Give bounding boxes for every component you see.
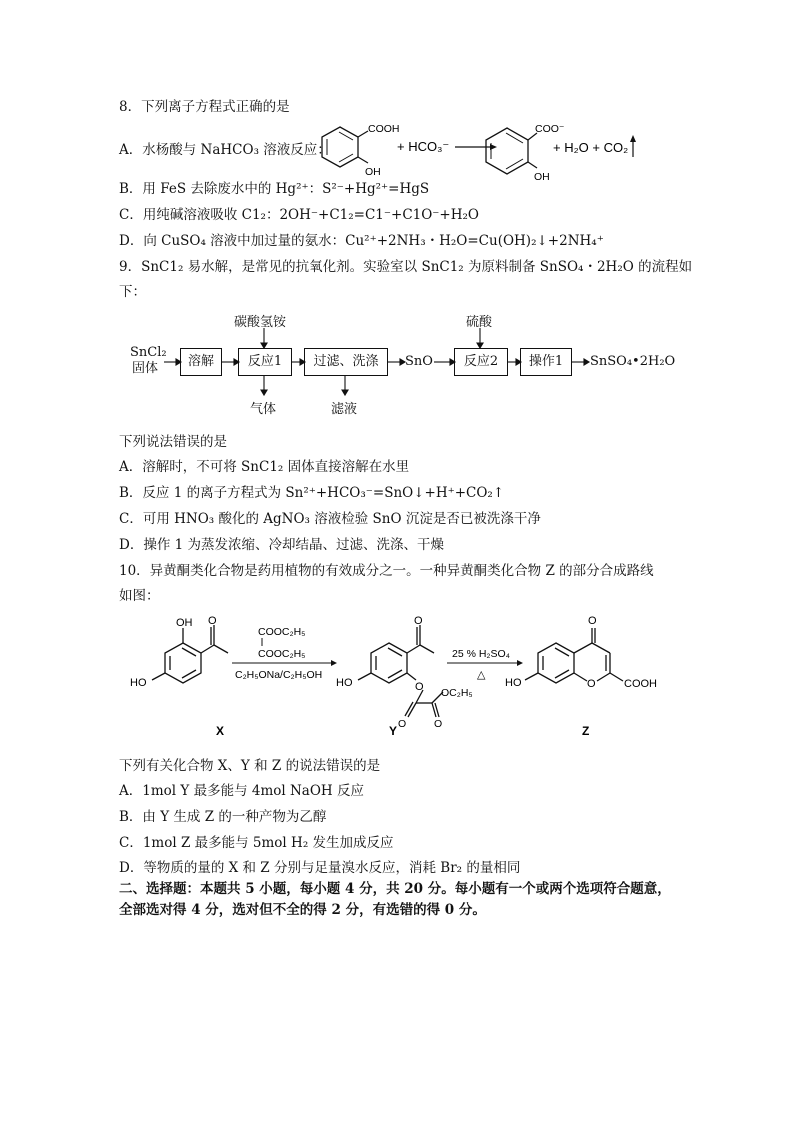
- q9-option-c: C．可用 HNO₃ 酸化的 AgNO₃ 溶液检验 SnO 沉淀是否已被洗涤干净: [119, 511, 541, 527]
- q10-option-c: C．1mol Z 最多能与 5mol H₂ 发生加成反应: [119, 835, 394, 851]
- q9-ask: 下列说法错误的是: [119, 434, 227, 450]
- z-cooh-label: COOH: [624, 678, 657, 690]
- cond-acid: 25 % H₂SO₄: [452, 648, 510, 660]
- cond-heat: △: [477, 669, 486, 681]
- flow-out-filtrate: 滤液: [331, 402, 358, 417]
- flow-arrows: [0, 0, 794, 440]
- section2-heading-2: 全部选对得 4 分，选对但不全的得 2 分，有选错的得 0 分。: [119, 902, 486, 918]
- flow-box-filter-wash: 过滤、洗涤: [304, 348, 388, 376]
- q8-oh-label-1: OH: [365, 166, 381, 178]
- flow-box-reaction2: 反应2: [454, 348, 508, 376]
- q9-option-b: B．反应 1 的离子方程式为 Sn²⁺+HCO₃⁻=SnO↓+H⁺+CO₂↑: [119, 485, 505, 501]
- flow-sno: SnO: [405, 354, 433, 369]
- q8-oh-label-2: OH: [534, 171, 550, 183]
- x-carbonyl-o: O: [208, 615, 217, 627]
- q9-option-d: D．操作 1 为蒸发浓缩、冷却结晶、过滤、洗涤、干燥: [119, 537, 444, 553]
- q10-synthesis-scheme: [0, 600, 794, 745]
- flow-start-1: SnCl₂: [130, 345, 167, 360]
- y-ether-o: O: [415, 681, 424, 693]
- flow-reagent-1: 碳酸氢铵: [234, 315, 287, 330]
- flow-box-reaction1: 反应1: [238, 348, 292, 376]
- z-ho-label: HO: [505, 677, 522, 689]
- flow-reagent-2: 硫酸: [466, 315, 493, 330]
- x-compound-label: X: [216, 724, 225, 738]
- y-oc2h5-label: OC₂H₅: [441, 687, 473, 699]
- y-ester-o2: O: [434, 718, 443, 730]
- q9-stem-2: 下：: [119, 284, 146, 300]
- q8-stem: 8．下列离子方程式正确的是: [119, 99, 290, 115]
- flow-out-gas: 气体: [250, 402, 277, 417]
- q8-coo-label: COO⁻: [535, 123, 565, 135]
- q8-option-b: B．用 FeS 去除废水中的 Hg²⁺：S²⁻+Hg²⁺=HgS: [119, 181, 430, 197]
- flow-start-2: 固体: [132, 361, 159, 376]
- reagent-ester-2: COOC₂H₅: [258, 648, 306, 660]
- y-compound-label: Y: [389, 724, 398, 738]
- reagent-base: C₂H₅ONa/C₂H₅OH: [235, 669, 323, 681]
- z-ring-o: O: [587, 678, 596, 690]
- x-oh-label: OH: [176, 617, 193, 629]
- q10-ask: 下列有关化合物 X、Y 和 Z 的说法错误的是: [119, 758, 381, 774]
- q8-option-a-text: A．水杨酸与 NaHCO₃ 溶液反应：: [119, 142, 331, 158]
- reagent-ester-1: COOC₂H₅: [258, 626, 306, 638]
- y-ho-label: HO: [336, 677, 353, 689]
- q10-stem-2: 如图：: [119, 588, 160, 604]
- q10-option-d: D．等物质的量的 X 和 Z 分别与足量溴水反应，消耗 Br₂ 的量相同: [119, 860, 521, 876]
- q9-stem-1: 9．SnC1₂ 易水解，是常见的抗氧化剂。实验室以 SnC1₂ 为原料制备 SnSO₄・2H₂O 的流程如: [119, 259, 693, 275]
- flow-product: SnSO₄•2H₂O: [590, 354, 676, 369]
- q8-option-c: C．用纯碱溶液吸收 C1₂：2OH⁻+C1₂=C1⁻+C1O⁻+H₂O: [119, 207, 479, 223]
- z-carbonyl-o: O: [588, 615, 597, 627]
- q10-stem-1: 10．异黄酮类化合物是药用植物的有效成分之一。一种异黄酮类化合物 Z 的部分合成路线: [119, 563, 654, 579]
- flow-box-dissolve: 溶解: [180, 348, 222, 376]
- flow-box-operation1: 操作1: [520, 348, 572, 376]
- q10-option-a: A．1mol Y 最多能与 4mol NaOH 反应: [119, 783, 364, 799]
- q9-option-a: A．溶解时，不可将 SnC1₂ 固体直接溶解在水里: [119, 459, 410, 475]
- z-compound-label: Z: [582, 724, 590, 738]
- q8-cooh-label: COOH: [368, 123, 400, 135]
- x-ho-label: HO: [130, 677, 147, 689]
- y-carbonyl-o: O: [414, 615, 423, 627]
- y-ester-o1: O: [398, 718, 407, 730]
- q8-plus-hco3: + HCO₃⁻: [397, 139, 450, 154]
- section2-heading-1: 二、选择题：本题共 5 小题，每小题 4 分，共 20 分。每小题有一个或两个选项符合题意，: [119, 881, 671, 897]
- q8-option-d: D．向 CuSO₄ 溶液中加过量的氨水：Cu²⁺+2NH₃・H₂O=Cu(OH)₂↓+2NH₄⁺: [119, 233, 604, 249]
- q10-option-b: B．由 Y 生成 Z 的一种产物为乙醇: [119, 809, 327, 825]
- q8-products: + H₂O + CO₂: [553, 140, 629, 155]
